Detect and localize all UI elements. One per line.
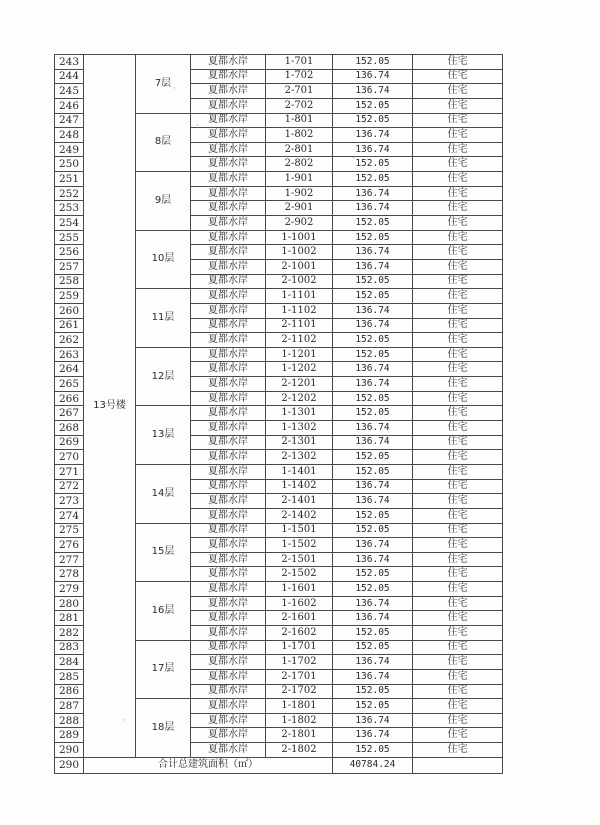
usage-cell: 住宅	[413, 55, 503, 70]
project-name-cell: 夏都水岸	[191, 421, 266, 436]
usage-cell: 住宅	[413, 538, 503, 553]
table-body	[55, 55, 503, 774]
project-name-cell: 夏都水岸	[191, 157, 266, 172]
usage-cell: 住宅	[413, 259, 503, 274]
usage-cell: 住宅	[413, 552, 503, 567]
project-name-cell: 夏都水岸	[191, 596, 266, 611]
unit-number-cell: 2-1601	[266, 611, 333, 626]
row-number-cell: 279	[55, 582, 84, 597]
unit-number-cell: 1-1001	[266, 230, 333, 245]
area-cell: 136.74	[333, 596, 413, 611]
area-cell: 152.05	[333, 582, 413, 597]
usage-cell: 住宅	[413, 216, 503, 231]
project-name-cell: 夏都水岸	[191, 699, 266, 714]
row-number-cell: 263	[55, 347, 84, 362]
unit-number-cell: 1-1701	[266, 640, 333, 655]
project-name-cell: 夏都水岸	[191, 464, 266, 479]
floor-cell: 17层	[136, 640, 191, 699]
row-number-cell: 271	[55, 464, 84, 479]
area-cell: 152.05	[333, 567, 413, 582]
area-cell: 152.05	[333, 450, 413, 465]
unit-number-cell: 1-702	[266, 69, 333, 84]
usage-cell: 住宅	[413, 669, 503, 684]
row-number-cell: 246	[55, 98, 84, 113]
scan-speck: ·	[173, 84, 176, 94]
usage-cell: 住宅	[413, 567, 503, 582]
project-name-cell: 夏都水岸	[191, 201, 266, 216]
row-number-cell: 275	[55, 523, 84, 538]
project-name-cell: 夏都水岸	[191, 611, 266, 626]
area-cell: 136.74	[333, 318, 413, 333]
usage-cell: 住宅	[413, 494, 503, 509]
floor-cell: 10层	[136, 230, 191, 289]
usage-cell: 住宅	[413, 142, 503, 157]
property-unit-table	[54, 54, 503, 774]
row-number-cell: 269	[55, 435, 84, 450]
row-number-cell: 249	[55, 142, 84, 157]
project-name-cell: 夏都水岸	[191, 216, 266, 231]
area-cell: 152.05	[333, 172, 413, 187]
project-name-cell: 夏都水岸	[191, 274, 266, 289]
area-cell: 136.74	[333, 303, 413, 318]
area-cell: 152.05	[333, 508, 413, 523]
usage-cell: 住宅	[413, 230, 503, 245]
row-number-cell: 273	[55, 494, 84, 509]
unit-number-cell: 1-1102	[266, 303, 333, 318]
row-number-cell: 268	[55, 421, 84, 436]
scan-speck: ·	[352, 154, 355, 164]
area-cell: 152.05	[333, 230, 413, 245]
unit-number-cell: 2-701	[266, 84, 333, 99]
project-name-cell: 夏都水岸	[191, 728, 266, 743]
row-number-cell: 264	[55, 362, 84, 377]
area-cell: 152.05	[333, 216, 413, 231]
floor-cell: 13层	[136, 406, 191, 465]
row-number-cell: 252	[55, 186, 84, 201]
area-cell: 136.74	[333, 201, 413, 216]
unit-number-cell: 2-1002	[266, 274, 333, 289]
usage-cell: 住宅	[413, 479, 503, 494]
unit-number-cell: 1-1802	[266, 713, 333, 728]
unit-number-cell: 2-1802	[266, 743, 333, 758]
usage-cell: 住宅	[413, 596, 503, 611]
area-cell: 136.74	[333, 186, 413, 201]
unit-number-cell: 2-1301	[266, 435, 333, 450]
area-cell: 136.74	[333, 421, 413, 436]
unit-number-cell: 1-802	[266, 128, 333, 143]
floor-cell: 12层	[136, 347, 191, 406]
unit-number-cell: 2-1801	[266, 728, 333, 743]
floor-cell: 16层	[136, 582, 191, 641]
floor-cell: 9层	[136, 172, 191, 231]
area-cell: 136.74	[333, 69, 413, 84]
row-number-cell: 284	[55, 655, 84, 670]
area-cell: 136.74	[333, 362, 413, 377]
row-number-cell: 289	[55, 728, 84, 743]
unit-number-cell: 1-1301	[266, 406, 333, 421]
unit-number-cell: 1-1202	[266, 362, 333, 377]
project-name-cell: 夏都水岸	[191, 713, 266, 728]
unit-number-cell: 2-1402	[266, 508, 333, 523]
floor-cell: 8层	[136, 113, 191, 172]
floor-cell: 18层	[136, 699, 191, 758]
unit-number-cell: 1-1101	[266, 289, 333, 304]
row-number-cell: 285	[55, 669, 84, 684]
usage-cell: 住宅	[413, 611, 503, 626]
project-name-cell: 夏都水岸	[191, 245, 266, 260]
row-number-cell: 277	[55, 552, 84, 567]
usage-cell: 住宅	[413, 743, 503, 758]
row-number-cell: 248	[55, 128, 84, 143]
usage-cell: 住宅	[413, 406, 503, 421]
project-name-cell: 夏都水岸	[191, 289, 266, 304]
usage-cell: 住宅	[413, 377, 503, 392]
row-number-cell: 244	[55, 69, 84, 84]
project-name-cell: 夏都水岸	[191, 406, 266, 421]
project-name-cell: 夏都水岸	[191, 347, 266, 362]
row-number-cell: 260	[55, 303, 84, 318]
usage-cell: 住宅	[413, 333, 503, 348]
area-cell: 152.05	[333, 743, 413, 758]
area-cell: 136.74	[333, 494, 413, 509]
area-cell: 136.74	[333, 611, 413, 626]
project-name-cell: 夏都水岸	[191, 230, 266, 245]
project-name-cell: 夏都水岸	[191, 508, 266, 523]
area-cell: 136.74	[333, 479, 413, 494]
project-name-cell: 夏都水岸	[191, 552, 266, 567]
row-number-cell: 280	[55, 596, 84, 611]
unit-number-cell: 2-1401	[266, 494, 333, 509]
area-cell: 152.05	[333, 289, 413, 304]
usage-cell: 住宅	[413, 464, 503, 479]
floor-cell: 14层	[136, 464, 191, 523]
area-cell: 152.05	[333, 625, 413, 640]
row-number-cell: 255	[55, 230, 84, 245]
project-name-cell: 夏都水岸	[191, 128, 266, 143]
row-number-cell: 286	[55, 684, 84, 699]
usage-cell: 住宅	[413, 289, 503, 304]
project-name-cell: 夏都水岸	[191, 435, 266, 450]
area-cell: 152.05	[333, 523, 413, 538]
unit-number-cell: 1-801	[266, 113, 333, 128]
unit-number-cell: 2-902	[266, 216, 333, 231]
unit-number-cell: 2-1001	[266, 259, 333, 274]
usage-cell: 住宅	[413, 186, 503, 201]
project-name-cell: 夏都水岸	[191, 479, 266, 494]
project-name-cell: 夏都水岸	[191, 625, 266, 640]
area-cell: 152.05	[333, 113, 413, 128]
project-name-cell: 夏都水岸	[191, 391, 266, 406]
area-cell: 152.05	[333, 406, 413, 421]
row-number-cell: 256	[55, 245, 84, 260]
area-cell: 136.74	[333, 435, 413, 450]
area-cell: 152.05	[333, 391, 413, 406]
unit-number-cell: 1-1502	[266, 538, 333, 553]
row-number-cell: 270	[55, 450, 84, 465]
area-cell: 152.05	[333, 274, 413, 289]
area-cell: 136.74	[333, 669, 413, 684]
project-name-cell: 夏都水岸	[191, 582, 266, 597]
area-cell: 136.74	[333, 245, 413, 260]
unit-number-cell: 2-801	[266, 142, 333, 157]
unit-number-cell: 2-1102	[266, 333, 333, 348]
usage-cell: 住宅	[413, 84, 503, 99]
total-value-cell: 40784.24	[333, 757, 413, 773]
area-cell: 152.05	[333, 640, 413, 655]
unit-number-cell: 1-1302	[266, 421, 333, 436]
usage-cell: 住宅	[413, 362, 503, 377]
project-name-cell: 夏都水岸	[191, 494, 266, 509]
unit-number-cell: 2-702	[266, 98, 333, 113]
row-number-cell: 287	[55, 699, 84, 714]
row-number-cell: 258	[55, 274, 84, 289]
area-cell: 136.74	[333, 713, 413, 728]
usage-cell: 住宅	[413, 274, 503, 289]
row-number-cell: 274	[55, 508, 84, 523]
area-cell: 136.74	[333, 377, 413, 392]
total-label-cell: 合计总建筑面积（㎡）	[84, 757, 333, 773]
usage-cell: 住宅	[413, 157, 503, 172]
usage-cell: 住宅	[413, 347, 503, 362]
project-name-cell: 夏都水岸	[191, 362, 266, 377]
area-cell: 136.74	[333, 552, 413, 567]
unit-number-cell: 1-1501	[266, 523, 333, 538]
usage-cell: 住宅	[413, 113, 503, 128]
row-number-cell: 262	[55, 333, 84, 348]
usage-cell: 住宅	[413, 303, 503, 318]
project-name-cell: 夏都水岸	[191, 186, 266, 201]
usage-cell: 住宅	[413, 98, 503, 113]
usage-cell: 住宅	[413, 69, 503, 84]
row-number-cell: 282	[55, 625, 84, 640]
area-cell: 152.05	[333, 98, 413, 113]
project-name-cell: 夏都水岸	[191, 69, 266, 84]
usage-cell: 住宅	[413, 128, 503, 143]
project-name-cell: 夏都水岸	[191, 523, 266, 538]
unit-number-cell: 2-1201	[266, 377, 333, 392]
building-cell: 13号楼	[84, 55, 136, 758]
usage-cell: 住宅	[413, 728, 503, 743]
row-number-cell: 283	[55, 640, 84, 655]
area-cell: 136.74	[333, 84, 413, 99]
row-number-cell: 250	[55, 157, 84, 172]
project-name-cell: 夏都水岸	[191, 743, 266, 758]
usage-cell: 住宅	[413, 523, 503, 538]
project-name-cell: 夏都水岸	[191, 142, 266, 157]
usage-cell: 住宅	[413, 245, 503, 260]
unit-number-cell: 1-1602	[266, 596, 333, 611]
area-cell: 152.05	[333, 699, 413, 714]
usage-cell: 住宅	[413, 508, 503, 523]
project-name-cell: 夏都水岸	[191, 567, 266, 582]
area-cell: 136.74	[333, 259, 413, 274]
project-name-cell: 夏都水岸	[191, 333, 266, 348]
project-name-cell: 夏都水岸	[191, 377, 266, 392]
usage-cell: 住宅	[413, 435, 503, 450]
area-cell: 152.05	[333, 157, 413, 172]
unit-number-cell: 1-1601	[266, 582, 333, 597]
usage-cell: 住宅	[413, 582, 503, 597]
unit-number-cell: 1-1801	[266, 699, 333, 714]
unit-number-cell: 1-901	[266, 172, 333, 187]
usage-cell: 住宅	[413, 318, 503, 333]
unit-number-cell: 2-1202	[266, 391, 333, 406]
area-cell: 136.74	[333, 128, 413, 143]
project-name-cell: 夏都水岸	[191, 55, 266, 70]
project-name-cell: 夏都水岸	[191, 113, 266, 128]
row-number-cell: 290	[55, 743, 84, 758]
area-cell: 136.74	[333, 655, 413, 670]
usage-cell: 住宅	[413, 684, 503, 699]
unit-number-cell: 2-1602	[266, 625, 333, 640]
row-number-cell: 251	[55, 172, 84, 187]
row-number-cell: 288	[55, 713, 84, 728]
row-number-cell: 254	[55, 216, 84, 231]
project-name-cell: 夏都水岸	[191, 318, 266, 333]
unit-number-cell: 2-1302	[266, 450, 333, 465]
unit-number-cell: 1-1702	[266, 655, 333, 670]
row-number-cell: 272	[55, 479, 84, 494]
row-number-cell: 266	[55, 391, 84, 406]
row-number-cell: 243	[55, 55, 84, 70]
usage-cell: 住宅	[413, 640, 503, 655]
area-cell: 152.05	[333, 464, 413, 479]
area-cell: 136.74	[333, 538, 413, 553]
row-number-cell: 276	[55, 538, 84, 553]
project-name-cell: 夏都水岸	[191, 303, 266, 318]
project-name-cell: 夏都水岸	[191, 669, 266, 684]
floor-cell: 7层	[136, 55, 191, 114]
unit-number-cell: 1-1402	[266, 479, 333, 494]
project-name-cell: 夏都水岸	[191, 640, 266, 655]
unit-number-cell: 1-701	[266, 55, 333, 70]
total-empty-cell	[413, 757, 503, 773]
floor-cell: 11层	[136, 289, 191, 348]
area-cell: 152.05	[333, 333, 413, 348]
project-name-cell: 夏都水岸	[191, 172, 266, 187]
project-name-cell: 夏都水岸	[191, 450, 266, 465]
row-number-cell: 245	[55, 84, 84, 99]
usage-cell: 住宅	[413, 625, 503, 640]
usage-cell: 住宅	[413, 201, 503, 216]
usage-cell: 住宅	[413, 391, 503, 406]
unit-number-cell: 2-1101	[266, 318, 333, 333]
project-name-cell: 夏都水岸	[191, 259, 266, 274]
unit-number-cell: 1-1201	[266, 347, 333, 362]
unit-number-cell: 2-1502	[266, 567, 333, 582]
scan-speck: ·	[196, 121, 199, 131]
row-number-cell: 253	[55, 201, 84, 216]
unit-number-cell: 2-1701	[266, 669, 333, 684]
usage-cell: 住宅	[413, 655, 503, 670]
area-cell: 152.05	[333, 55, 413, 70]
project-name-cell: 夏都水岸	[191, 84, 266, 99]
area-cell: 152.05	[333, 347, 413, 362]
scan-speck: ·	[123, 716, 126, 726]
usage-cell: 住宅	[413, 172, 503, 187]
unit-number-cell: 1-902	[266, 186, 333, 201]
unit-number-cell: 1-1401	[266, 464, 333, 479]
area-cell: 152.05	[333, 684, 413, 699]
usage-cell: 住宅	[413, 699, 503, 714]
row-number-cell: 281	[55, 611, 84, 626]
total-row-number-cell: 290	[55, 757, 84, 773]
project-name-cell: 夏都水岸	[191, 98, 266, 113]
table-row	[55, 55, 503, 70]
usage-cell: 住宅	[413, 450, 503, 465]
row-number-cell: 257	[55, 259, 84, 274]
row-number-cell: 265	[55, 377, 84, 392]
unit-number-cell: 2-1702	[266, 684, 333, 699]
usage-cell: 住宅	[413, 421, 503, 436]
row-number-cell: 247	[55, 113, 84, 128]
area-cell: 136.74	[333, 142, 413, 157]
floor-cell: 15层	[136, 523, 191, 582]
total-row	[55, 757, 503, 773]
row-number-cell: 278	[55, 567, 84, 582]
unit-number-cell: 1-1002	[266, 245, 333, 260]
unit-number-cell: 2-1501	[266, 552, 333, 567]
project-name-cell: 夏都水岸	[191, 684, 266, 699]
row-number-cell: 261	[55, 318, 84, 333]
area-cell: 136.74	[333, 728, 413, 743]
unit-number-cell: 2-802	[266, 157, 333, 172]
row-number-cell: 259	[55, 289, 84, 304]
project-name-cell: 夏都水岸	[191, 655, 266, 670]
row-number-cell: 267	[55, 406, 84, 421]
usage-cell: 住宅	[413, 713, 503, 728]
unit-number-cell: 2-901	[266, 201, 333, 216]
project-name-cell: 夏都水岸	[191, 538, 266, 553]
